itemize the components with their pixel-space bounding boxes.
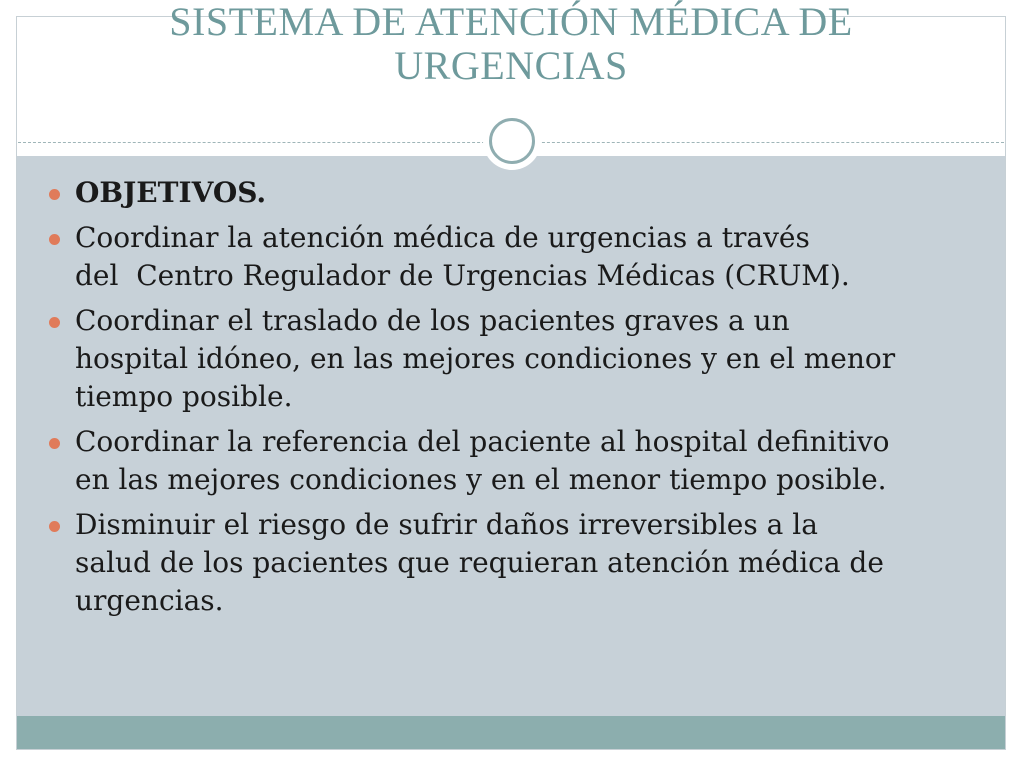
bullet-text-line: en las mejores condiciones y en el menor tiempo posible. (75, 463, 887, 496)
bullet-text-line: hospital idóneo, en las mejores condiciones y en el menor (75, 342, 896, 375)
bullet-text-line: Coordinar la atención médica de urgencias a través (75, 221, 810, 254)
bullet-dot-icon (49, 189, 60, 200)
bullet-dot-icon (49, 521, 60, 532)
bullet-text-line: tiempo posible. (75, 380, 293, 413)
bullet-text-line: Disminuir el riesgo de sufrir daños irreversibles a la (75, 508, 818, 541)
bullet-dot-icon (49, 317, 60, 328)
bullet-item-objetivos (46, 174, 986, 212)
bullet-dot-icon (49, 438, 60, 449)
bullet-dot-icon (49, 234, 60, 245)
bullet-text-line: OBJETIVOS. (75, 176, 267, 209)
bullet-text-line: salud de los pacientes que requieran atención médica de (75, 546, 884, 579)
bullet-text-line: Coordinar el traslado de los pacientes graves a un (75, 304, 790, 337)
bullet-item-coordinar-atencion (46, 219, 986, 295)
circle-ring-icon (483, 112, 541, 170)
bullet-item-disminuir-riesgo (46, 506, 986, 620)
bullet-list (46, 174, 986, 627)
bullet-text-line: del Centro Regulador de Urgencias Médicas (CRUM). (75, 259, 850, 292)
bullet-text-line: urgencias. (75, 584, 224, 617)
slide-title (16, 0, 1006, 88)
footer-band (17, 716, 1005, 749)
bullet-item-coordinar-traslado (46, 302, 986, 416)
slide-title-line-2: URGENCIAS (394, 43, 628, 88)
bullet-item-coordinar-referencia (46, 423, 986, 499)
slide-title-line-1: SISTEMA DE ATENCIÓN MÉDICA DE (169, 0, 853, 44)
bullet-text-line: Coordinar la referencia del paciente al hospital definitivo (75, 425, 890, 458)
